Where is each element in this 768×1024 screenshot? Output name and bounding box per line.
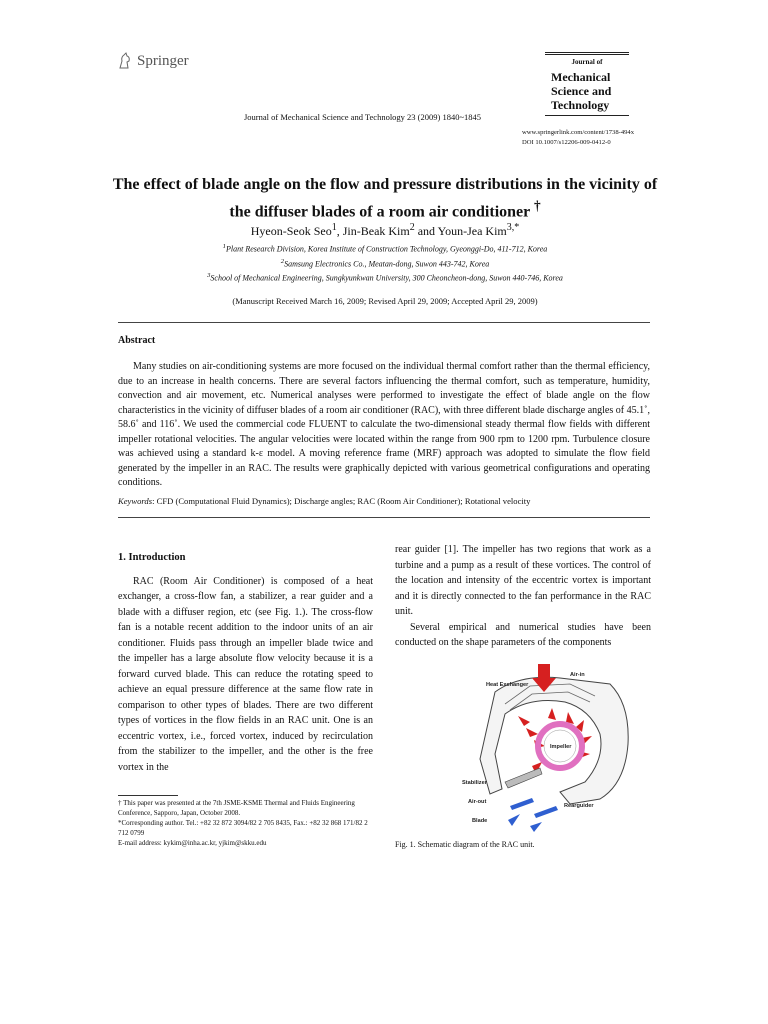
journal-citation: Journal of Mechanical Science and Technology 23 (2009) 1840~1845 bbox=[244, 112, 482, 122]
journal-title bbox=[551, 70, 629, 112]
intro-paragraph: rear guider [1]. The impeller has two regions that work as a turbine and a pump as a result of these vortices. The control of the location and intensity of the eccentric vortex is important and it is directly connected to the fan performance in the RAC unit. bbox=[395, 544, 651, 617]
footnote: E-mail address: kykim@inha.ac.kr, yjkim@skku.edu bbox=[118, 839, 267, 847]
affiliations bbox=[110, 241, 660, 285]
author-sup: 2 bbox=[409, 222, 415, 233]
divider bbox=[118, 517, 650, 518]
stabilizer bbox=[505, 768, 542, 788]
keywords bbox=[118, 496, 650, 506]
keywords-text: : CFD (Computational Fluid Dynamics); Discharge angles; RAC (Room Air Conditioner); Rotational velocity bbox=[152, 496, 531, 506]
journal-title-line: Technology bbox=[551, 98, 610, 112]
intro-left-column bbox=[118, 550, 373, 775]
label-air-in: Air-in bbox=[570, 672, 585, 678]
paper-title-text: The effect of blade angle on the flow and pressure distributions in the vicinity of the diffuser blades of a room air conditioner bbox=[112, 176, 658, 221]
author-sup: 1 bbox=[331, 222, 337, 233]
doi: DOI 10.1007/s12206-009-0412-0 bbox=[522, 139, 611, 146]
footnote: † This paper was presented at the 7th JSME-KSME Thermal and Fluids Engineering Conference, Sapporo, Japan, October 2008. bbox=[118, 799, 355, 817]
journal-links bbox=[522, 128, 652, 148]
journal-of-label: Journal of bbox=[571, 58, 603, 66]
paper-title bbox=[110, 174, 660, 222]
abstract-heading: Abstract bbox=[118, 335, 156, 346]
figure-caption: Fig. 1. Schematic diagram of the RAC unit. bbox=[395, 840, 535, 849]
label-blade: Blade bbox=[472, 818, 488, 824]
intro-right-column bbox=[395, 542, 651, 651]
keywords-label: Keywords bbox=[118, 496, 153, 506]
label-heat-exchanger: Heat Exchanger bbox=[486, 682, 529, 688]
affiliation: $^3$School of Mechanical Engineering, Sungkyunkwan University, 300 Cheoncheon-dong, Suwon 440-746, Korea bbox=[207, 272, 563, 283]
manuscript-dates: (Manuscript Received March 16, 2009; Revised April 29, 2009; Accepted April 29, 2009) bbox=[232, 296, 538, 306]
label-impeller: Impeller bbox=[550, 744, 572, 750]
author-name: Youn-Jea Kim bbox=[437, 224, 507, 238]
intro-paragraph: RAC (Room Air Conditioner) is composed of a heat exchanger, a cross-flow fan, a stabilizer, a rear guider and a blade with a diffuser region, etc (see Fig. 1.). The cross-flow fan is a notable recent addition to the indoor units of an air conditioner. Fluids pass through an impeller blade twice and the impeller has a large absolute flow velocity because it is a forward curved blade. This can reduce the rotating speed to achieve an equal pressure difference at the same flow rate in comparison to other types of blades. There are two different types of vortices in the flow fields in an RAC unit. One is an eccentric vortex, i.e., forced vortex, induced by recirculation from the stabilizer to the impeller, and the other is the free vortex in the bbox=[118, 575, 373, 773]
journal-title-line: Mechanical bbox=[551, 70, 611, 84]
divider bbox=[118, 322, 650, 323]
author-name: Hyeon-Seok Seo bbox=[250, 224, 332, 238]
author-sup: 3,* bbox=[506, 222, 520, 233]
abstract-text: Many studies on air-conditioning systems are more focused on the individual thermal comfort rather than the thermal efficiency, due to an increase in health concerns. There are several factors influencing the thermal comfort, such as temperature, humidity, convection and air movement, etc. Numerical analyses were performed to investigate the effect of blade angle on the flow characteristics in the vicinity of diffuser blades of a room air conditioner (RAC), with three different blade discharge angles of 45.1˚, 58.6˚ and 116˚. We used the commercial code FLUENT to calculate the two-dimensional steady thermal flow fields with different impeller rotational velocities. The angular velocities were located within the range from 900 rpm to 1200 rpm. Turbulence closure was achieved using a standard k-ε model. A moving reference frame (MRF) approach was adopted to simulate the flow field generated by the impeller in an RAC. The results were graphically depicted with various geometrical configurations and operating conditions. bbox=[118, 361, 650, 488]
footnote: *Corresponding author. Tel.: +82 32 872 3094/82 2 705 8435, Fax.: +82 32 868 171/82 2 712 0799 bbox=[118, 819, 368, 837]
intro-paragraph: Several empirical and numerical studies have been conducted on the shape parameters of the components bbox=[395, 621, 651, 648]
label-rear-guider: Rearguider bbox=[564, 803, 594, 809]
journal-url[interactable]: www.springerlink.com/content/1738-494x bbox=[522, 129, 635, 136]
label-stabilizer: Stabilizer bbox=[462, 780, 487, 786]
publisher-name: Springer bbox=[137, 52, 189, 69]
title-footnote-mark: † bbox=[533, 198, 541, 213]
section-heading: 1. Introduction bbox=[118, 552, 186, 563]
label-air-out: Air-out bbox=[468, 799, 487, 805]
affiliation: $^1$Plant Research Division, Korea Institute of Construction Technology, Gyeonggi-Do, 411-712, Korea bbox=[222, 243, 548, 254]
affiliation: $^2$Samsung Electronics Co., Meatan-dong, Suwon 443-742, Korea bbox=[280, 257, 490, 269]
springer-logo bbox=[117, 52, 189, 70]
springer-horse-icon bbox=[117, 52, 133, 70]
footnotes bbox=[118, 798, 378, 848]
journal-masthead bbox=[545, 52, 629, 116]
journal-title-line: Science and bbox=[551, 84, 612, 98]
author-name: Jin-Beak Kim bbox=[342, 224, 410, 238]
author-list: Hyeon-Seok Seo$^1$, Jin-Beak Kim$^2$ and Youn-Jea Kim$^{3,*}$ bbox=[250, 222, 520, 238]
rac-schematic-figure bbox=[460, 664, 640, 834]
diffuser-blades bbox=[510, 798, 558, 818]
footnote-divider bbox=[118, 795, 178, 796]
